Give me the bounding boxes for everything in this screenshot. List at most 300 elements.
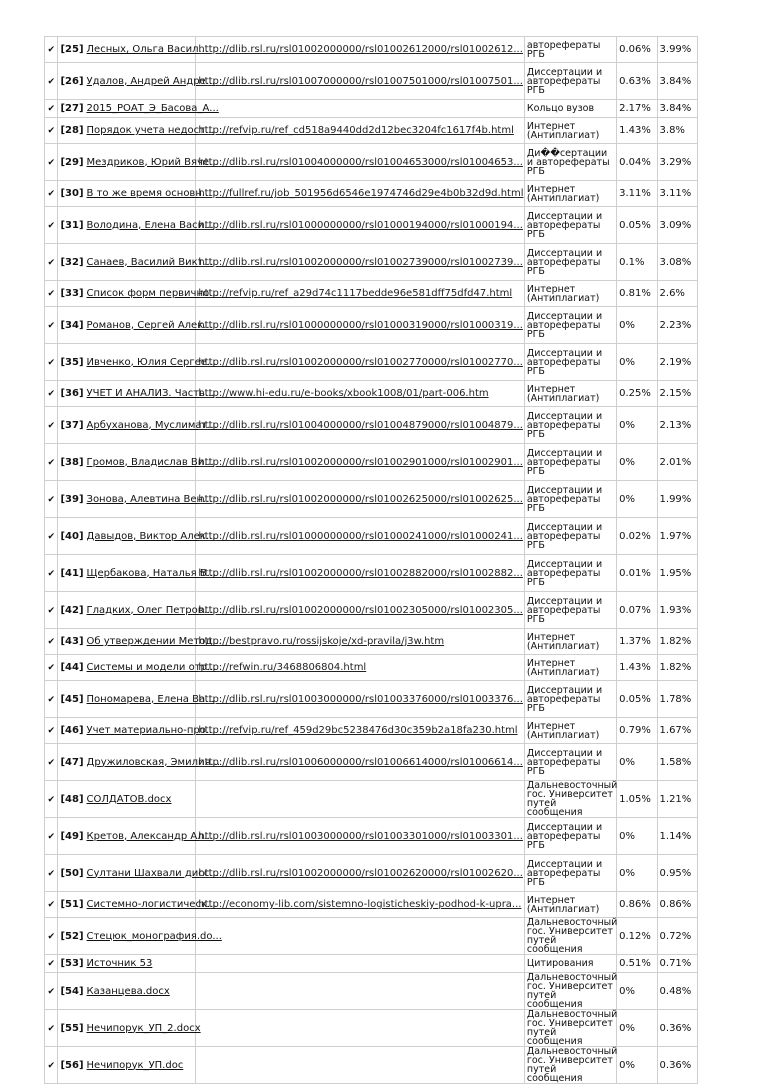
- source-type-cell: Диссертации и авторефераты РГБ: [524, 444, 616, 481]
- similarity-percent: 0.86%: [657, 892, 697, 918]
- source-name-cell: [58, 555, 217, 592]
- table-row: [45, 555, 698, 592]
- table-row: [45, 855, 698, 892]
- source-name-cell: [58, 855, 219, 892]
- source-url-cell: [196, 444, 525, 481]
- share-percent: 0.01%: [617, 555, 657, 592]
- checkmark-icon[interactable]: ✔: [47, 420, 55, 431]
- similarity-percent: 0.36%: [657, 1010, 697, 1047]
- checkmark-icon[interactable]: ✔: [47, 494, 55, 505]
- source-url-cell: [196, 207, 525, 244]
- share-percent: 0%: [617, 818, 657, 855]
- source-type-cell: Диссертации и авторефераты РГБ: [524, 744, 616, 781]
- checkmark-icon[interactable]: ✔: [47, 568, 55, 579]
- source-type-cell: Диссертации и авторефераты РГБ: [524, 855, 616, 892]
- row-check-cell[interactable]: [45, 281, 58, 307]
- source-name-link[interactable]: Кретов, Александр Ал...: [86, 830, 214, 842]
- source-url-link[interactable]: http://refvip.ru/ref_a29d74c1117bedde96e581dff75dfd47.html: [198, 288, 513, 299]
- source-url-link[interactable]: http://dlib.rsl.ru/rsl01003000000/rsl01003301000/rsl01003301...: [198, 830, 523, 842]
- source-number: [37]: [60, 419, 84, 431]
- source-name-cell: [58, 518, 216, 555]
- source-name-link[interactable]: Стецюк_монография.do...: [86, 930, 222, 942]
- row-check-cell[interactable]: [45, 100, 58, 118]
- similarity-percent: 3.8%: [657, 118, 697, 144]
- table-row: [45, 655, 698, 681]
- source-name-link[interactable]: Громов, Владислав Ви...: [86, 456, 214, 468]
- source-url-link[interactable]: http://dlib.rsl.ru/rsl01002000000/rsl01002770000/rsl01002770...: [198, 356, 523, 368]
- source-url-link[interactable]: http://dlib.rsl.ru/rsl01003000000/rsl01003376000/rsl01003376...: [198, 693, 523, 705]
- similarity-percent: 3.09%: [657, 207, 697, 244]
- source-type-cell: авторефераты РГБ: [524, 37, 616, 63]
- source-url-link[interactable]: http://www.hi-edu.ru/e-books/xbook1008/01/part-006.htm: [198, 388, 489, 399]
- row-check-cell[interactable]: [45, 655, 58, 681]
- table-row: [45, 481, 698, 518]
- row-check-cell[interactable]: [45, 973, 58, 1010]
- checkmark-icon[interactable]: ✔: [47, 457, 55, 468]
- source-type-cell: Диссертации и авторефераты РГБ: [524, 518, 616, 555]
- source-url-cell: [196, 973, 525, 1010]
- source-url-link[interactable]: http://dlib.rsl.ru/rsl01002000000/rsl01002625000/rsl01002625...: [198, 493, 523, 505]
- source-url-link[interactable]: http://dlib.rsl.ru/rsl01004000000/rsl01004879000/rsl01004879...: [198, 419, 523, 431]
- source-type-cell: Дальневосточный гос. Университет путей сообщения: [524, 918, 616, 955]
- similarity-percent: 3.84%: [657, 63, 697, 100]
- source-name-link[interactable]: В то же время основн...: [86, 188, 212, 199]
- source-number: [45]: [60, 693, 84, 705]
- source-type-cell: Диссертации и авторефераты РГБ: [524, 207, 616, 244]
- checkmark-icon[interactable]: ✔: [47, 157, 55, 168]
- share-percent: 0.79%: [617, 718, 657, 744]
- source-url-link[interactable]: http://refwin.ru/3468806804.html: [198, 662, 367, 673]
- checkmark-icon[interactable]: ✔: [47, 931, 55, 942]
- row-check-cell[interactable]: [45, 681, 58, 718]
- source-url-link[interactable]: http://dlib.rsl.ru/rsl01002000000/rsl01002739000/rsl01002739...: [198, 256, 523, 268]
- source-type-cell: Дальневосточный гос. Университет путей сообщения: [524, 973, 616, 1010]
- checkmark-icon[interactable]: ✔: [47, 320, 55, 331]
- table-row: [45, 681, 698, 718]
- similarity-percent: 1.99%: [657, 481, 697, 518]
- similarity-percent: 1.14%: [657, 818, 697, 855]
- source-type-cell: Интернет (Антиплагиат): [524, 381, 616, 407]
- checkmark-icon[interactable]: ✔: [47, 868, 55, 879]
- checkmark-icon[interactable]: ✔: [47, 831, 55, 842]
- similarity-percent: 1.58%: [657, 744, 697, 781]
- table-row: [45, 781, 698, 818]
- row-check-cell[interactable]: [45, 407, 58, 444]
- share-percent: 0.63%: [617, 63, 657, 100]
- source-url-link[interactable]: http://dlib.rsl.ru/rsl01007000000/rsl01007501000/rsl01007501...: [198, 75, 523, 87]
- source-number: [32]: [60, 256, 84, 268]
- row-check-cell[interactable]: [45, 37, 58, 63]
- similarity-percent: 0.71%: [657, 955, 697, 973]
- source-name-link[interactable]: Зонова, Алевтина Вен...: [86, 493, 213, 505]
- share-percent: 0.06%: [617, 37, 657, 63]
- row-check-cell[interactable]: [45, 481, 58, 518]
- checkmark-icon[interactable]: ✔: [47, 220, 55, 231]
- source-number: [39]: [60, 493, 84, 505]
- source-type-cell: Интернет (Антиплагиат): [524, 629, 616, 655]
- table-row: [45, 37, 698, 63]
- source-type-cell: Диссертации и авторефераты РГБ: [524, 63, 616, 100]
- source-type-cell: Диссертации и авторефераты РГБ: [524, 481, 616, 518]
- table-row: [45, 207, 698, 244]
- source-url-link[interactable]: http://dlib.rsl.ru/rsl01002000000/rsl01002882000/rsl01002882...: [198, 567, 523, 579]
- share-percent: 0%: [617, 855, 657, 892]
- source-name-cell: [58, 781, 196, 818]
- source-url-cell: [196, 818, 525, 855]
- source-type-cell: Интернет (Антиплагиат): [524, 281, 616, 307]
- row-check-cell[interactable]: [45, 344, 58, 381]
- source-type-cell: Диссертации и авторефераты РГБ: [524, 344, 616, 381]
- source-name-link[interactable]: Мездриков, Юрий Вяче...: [86, 156, 219, 168]
- row-check-cell[interactable]: [45, 781, 58, 818]
- source-name-cell: [58, 181, 212, 207]
- similarity-percent: 1.82%: [657, 629, 697, 655]
- share-percent: 0.86%: [617, 892, 657, 918]
- share-percent: 0%: [617, 744, 657, 781]
- checkmark-icon[interactable]: ✔: [47, 76, 55, 87]
- source-url-link[interactable]: http://dlib.rsl.ru/rsl01000000000/rsl01000194000/rsl01000194...: [198, 219, 523, 231]
- row-check-cell[interactable]: [45, 181, 58, 207]
- checkmark-icon[interactable]: ✔: [47, 694, 55, 705]
- source-number: [34]: [60, 319, 84, 331]
- source-url-link[interactable]: http://dlib.rsl.ru/rsl01000000000/rsl01000319000/rsl01000319...: [198, 319, 523, 331]
- source-url-cell: [196, 144, 525, 181]
- checkmark-icon[interactable]: ✔: [47, 1060, 55, 1071]
- source-name-cell: [58, 1010, 201, 1047]
- checkmark-icon[interactable]: ✔: [47, 257, 55, 268]
- similarity-percent: 3.29%: [657, 144, 697, 181]
- row-check-cell[interactable]: [45, 818, 58, 855]
- source-name-cell: [58, 481, 213, 518]
- row-check-cell[interactable]: [45, 892, 58, 918]
- source-number: [54]: [60, 985, 84, 997]
- source-type-cell: Дальневосточный гос. Университет путей сообщения: [524, 1010, 616, 1047]
- checkmark-icon[interactable]: ✔: [47, 389, 55, 399]
- row-check-cell[interactable]: [45, 307, 58, 344]
- source-type-cell: Диссертации и авторефераты РГБ: [524, 592, 616, 629]
- source-type-cell: Интернет (Антиплагиат): [524, 718, 616, 744]
- source-url-cell: [196, 955, 525, 973]
- row-check-cell[interactable]: [45, 718, 58, 744]
- source-name-cell: [58, 307, 213, 344]
- source-name-link[interactable]: Гладких, Олег Петров...: [86, 604, 214, 616]
- source-type-cell: Ди��сертации и авторефераты РГБ: [524, 144, 616, 181]
- table-row: [45, 973, 698, 1010]
- source-url-cell: [196, 344, 525, 381]
- source-url-link[interactable]: http://bestpravo.ru/rossijskoje/xd-pravila/j3w.htm: [198, 636, 445, 647]
- source-name-link[interactable]: Источник 53: [86, 958, 153, 969]
- source-name-link[interactable]: Учет материально-про...: [86, 725, 216, 736]
- checkmark-icon[interactable]: ✔: [47, 605, 55, 616]
- similarity-percent: 1.67%: [657, 718, 697, 744]
- table-row: [45, 1047, 698, 1084]
- row-check-cell[interactable]: [45, 444, 58, 481]
- row-check-cell[interactable]: [45, 918, 58, 955]
- table-row: [45, 63, 698, 100]
- source-name-cell: [58, 629, 222, 655]
- source-url-cell: [196, 892, 525, 918]
- source-name-link[interactable]: Давыдов, Виктор Алек...: [86, 530, 216, 542]
- share-percent: 0%: [617, 1047, 657, 1084]
- checkmark-icon[interactable]: ✔: [47, 726, 55, 736]
- source-url-cell: [196, 1010, 525, 1047]
- source-type-cell: Интернет (Антиплагиат): [524, 118, 616, 144]
- source-number: [26]: [60, 75, 84, 87]
- checkmark-icon[interactable]: ✔: [47, 289, 55, 299]
- checkmark-icon[interactable]: ✔: [47, 531, 55, 542]
- source-url-cell: [196, 681, 525, 718]
- similarity-percent: 1.21%: [657, 781, 697, 818]
- source-type-cell: Диссертации и авторефераты РГБ: [524, 555, 616, 592]
- source-number: [51]: [60, 899, 84, 910]
- source-type-cell: Диссертации и авторефераты РГБ: [524, 681, 616, 718]
- row-check-cell[interactable]: [45, 1010, 58, 1047]
- source-name-link[interactable]: СОЛДАТОВ.docx: [86, 793, 172, 805]
- table-row: [45, 244, 698, 281]
- source-name-cell: [58, 118, 215, 144]
- row-check-cell[interactable]: [45, 518, 58, 555]
- source-url-link[interactable]: http://dlib.rsl.ru/rsl01004000000/rsl01004653000/rsl01004653...: [198, 156, 523, 168]
- source-name-cell: [58, 407, 217, 444]
- checkmark-icon[interactable]: ✔: [47, 794, 55, 805]
- source-url-link[interactable]: http://refvip.ru/ref_459d29bc5238476d30c359b2a18fa230.html: [198, 725, 518, 736]
- share-percent: 0%: [617, 407, 657, 444]
- source-type-cell: Диссертации и авторефераты РГБ: [524, 307, 616, 344]
- source-url-link[interactable]: http://refvip.ru/ref_cd518a9440dd2d12bec3204fc1617f4b.html: [198, 125, 514, 136]
- checkmark-icon[interactable]: ✔: [47, 986, 55, 997]
- share-percent: 1.05%: [617, 781, 657, 818]
- row-check-cell[interactable]: [45, 144, 58, 181]
- source-url-link[interactable]: http://fullref.ru/job_501956d6546e1974746d29e4b0b32d9d.html: [198, 188, 524, 199]
- source-name-link[interactable]: Пономарева, Елена Ва...: [86, 693, 215, 705]
- row-check-cell[interactable]: [45, 1047, 58, 1084]
- source-name-cell: [58, 37, 209, 63]
- checkmark-icon[interactable]: ✔: [47, 637, 55, 647]
- source-name-cell: [58, 344, 217, 381]
- share-percent: 0.07%: [617, 592, 657, 629]
- share-percent: 0.05%: [617, 681, 657, 718]
- source-number: [50]: [60, 867, 84, 879]
- source-name-link[interactable]: Арбуханова, Муслимат...: [86, 419, 217, 431]
- row-check-cell[interactable]: [45, 207, 58, 244]
- source-url-cell: [196, 555, 525, 592]
- source-name-cell: [58, 955, 196, 973]
- source-name-cell: [58, 655, 217, 681]
- row-check-cell[interactable]: [45, 744, 58, 781]
- source-url-link[interactable]: http://dlib.rsl.ru/rsl01002000000/rsl01002901000/rsl01002901...: [198, 456, 523, 468]
- checkmark-icon[interactable]: ✔: [47, 126, 55, 136]
- source-number: [35]: [60, 356, 84, 368]
- source-name-cell: [58, 744, 221, 781]
- source-url-link[interactable]: http://economy-lib.com/sistemno-logisticheskiy-podhod-k-upra...: [198, 899, 522, 910]
- table-row: [45, 629, 698, 655]
- similarity-percent: 3.08%: [657, 244, 697, 281]
- source-type-cell: Диссертации и авторефераты РГБ: [524, 244, 616, 281]
- similarity-percent: 0.48%: [657, 973, 697, 1010]
- source-number: [27]: [60, 103, 84, 114]
- source-name-cell: [58, 918, 222, 955]
- checkmark-icon[interactable]: ✔: [47, 189, 55, 199]
- source-type-cell: Цитирования: [524, 955, 616, 973]
- source-name-cell: [58, 281, 219, 307]
- share-percent: 0.81%: [617, 281, 657, 307]
- checkmark-icon[interactable]: ✔: [47, 1023, 55, 1034]
- table-row: [45, 518, 698, 555]
- similarity-percent: 1.95%: [657, 555, 697, 592]
- source-url-cell: [196, 181, 525, 207]
- table-row: [45, 381, 698, 407]
- source-number: [30]: [60, 188, 84, 199]
- similarity-percent: 1.93%: [657, 592, 697, 629]
- row-check-cell[interactable]: [45, 855, 58, 892]
- source-name-link[interactable]: Казанцева.docx: [86, 985, 170, 997]
- row-check-cell[interactable]: [45, 592, 58, 629]
- row-check-cell[interactable]: [45, 955, 58, 973]
- source-name-cell: [58, 681, 215, 718]
- checkmark-icon[interactable]: ✔: [47, 357, 55, 368]
- source-name-link[interactable]: Системно-логистическ...: [86, 899, 217, 910]
- row-check-cell[interactable]: [45, 63, 58, 100]
- checkmark-icon[interactable]: ✔: [47, 663, 55, 673]
- similarity-percent: 2.19%: [657, 344, 697, 381]
- source-name-link[interactable]: Султани Шахвали дисс...: [86, 867, 219, 879]
- source-number: [40]: [60, 530, 84, 542]
- source-number: [31]: [60, 219, 84, 231]
- source-url-link[interactable]: http://dlib.rsl.ru/rsl01002000000/rsl01002612000/rsl01002612...: [198, 44, 523, 55]
- source-name-cell: [58, 818, 214, 855]
- source-number: [43]: [60, 636, 84, 647]
- source-name-cell: [58, 1047, 196, 1084]
- source-name-link[interactable]: 2015_РОАТ_Э_Басова_А...: [86, 103, 219, 114]
- source-number: [25]: [60, 44, 84, 55]
- source-type-cell: Дальневосточный гос. Университет путей сообщения: [524, 781, 616, 818]
- source-url-cell: [196, 744, 525, 781]
- source-name-link[interactable]: Санаев, Василий Викт...: [86, 256, 214, 268]
- source-name-cell: [58, 207, 214, 244]
- row-check-cell[interactable]: [45, 244, 58, 281]
- source-url-cell: [196, 281, 525, 307]
- source-url-link[interactable]: http://dlib.rsl.ru/rsl01002000000/rsl01002620000/rsl01002620...: [198, 867, 523, 879]
- similarity-percent: 3.84%: [657, 100, 697, 118]
- sources-table: [44, 36, 698, 1084]
- row-check-cell[interactable]: [45, 629, 58, 655]
- source-name-link[interactable]: Список форм первично...: [86, 288, 219, 299]
- source-name-cell: [58, 592, 214, 629]
- source-type-cell: Диссертации и авторефераты РГБ: [524, 407, 616, 444]
- source-name-link[interactable]: Об утверждении Метод...: [86, 636, 222, 647]
- similarity-percent: 1.97%: [657, 518, 697, 555]
- share-percent: 0.12%: [617, 918, 657, 955]
- checkmark-icon[interactable]: ✔: [47, 757, 55, 768]
- source-name-link[interactable]: Порядок учета недост...: [86, 125, 215, 136]
- source-url-cell: [196, 407, 525, 444]
- share-percent: 0%: [617, 307, 657, 344]
- similarity-percent: 2.23%: [657, 307, 697, 344]
- table-row: [45, 744, 698, 781]
- table-row: [45, 718, 698, 744]
- table-row: [45, 118, 698, 144]
- source-url-link[interactable]: http://dlib.rsl.ru/rsl01006000000/rsl01006614000/rsl01006614...: [198, 756, 523, 768]
- source-url-link[interactable]: http://dlib.rsl.ru/rsl01000000000/rsl01000241000/rsl01000241...: [198, 530, 523, 542]
- source-url-cell: [196, 655, 525, 681]
- source-name-link[interactable]: Романов, Сергей Алек...: [86, 319, 213, 331]
- share-percent: 3.11%: [617, 181, 657, 207]
- source-name-link[interactable]: Нечипорук_УП_2.docx: [86, 1022, 201, 1034]
- share-percent: 0.04%: [617, 144, 657, 181]
- row-check-cell[interactable]: [45, 118, 58, 144]
- source-url-link[interactable]: http://dlib.rsl.ru/rsl01002000000/rsl01002305000/rsl01002305...: [198, 604, 523, 616]
- source-name-link[interactable]: Удалов, Андрей Андре...: [86, 75, 216, 87]
- checkmark-icon[interactable]: ✔: [47, 959, 55, 969]
- table-row: [45, 181, 698, 207]
- share-percent: 0%: [617, 973, 657, 1010]
- source-url-cell: [196, 37, 525, 63]
- similarity-percent: 1.82%: [657, 655, 697, 681]
- table-row: [45, 344, 698, 381]
- source-number: [36]: [60, 388, 84, 399]
- source-number: [41]: [60, 567, 84, 579]
- share-percent: 0.02%: [617, 518, 657, 555]
- source-url-cell: [196, 100, 525, 118]
- source-number: [29]: [60, 156, 84, 168]
- source-name-link[interactable]: Володина, Елена Васи...: [86, 219, 214, 231]
- source-name-cell: [58, 444, 214, 481]
- source-url-cell: [196, 918, 525, 955]
- source-name-cell: [58, 100, 219, 118]
- source-url-cell: [196, 629, 525, 655]
- table-row: [45, 955, 698, 973]
- source-name-link[interactable]: Нечипорук_УП.doc: [86, 1059, 184, 1071]
- source-url-cell: [196, 718, 525, 744]
- source-name-cell: [58, 892, 217, 918]
- source-url-cell: [196, 381, 525, 407]
- source-name-link[interactable]: Системы и модели отр...: [86, 662, 217, 673]
- source-name-cell: [58, 973, 196, 1010]
- source-type-cell: Интернет (Антиплагиат): [524, 655, 616, 681]
- source-number: [28]: [60, 125, 84, 136]
- row-check-cell[interactable]: [45, 381, 58, 407]
- share-percent: 0.1%: [617, 244, 657, 281]
- share-percent: 0%: [617, 481, 657, 518]
- similarity-percent: 3.11%: [657, 181, 697, 207]
- checkmark-icon[interactable]: ✔: [47, 104, 55, 114]
- source-name-link[interactable]: Дружиловская, Эмилия...: [86, 756, 221, 768]
- source-type-cell: Диссертации и авторефераты РГБ: [524, 818, 616, 855]
- source-name-link[interactable]: Ивченко, Юлия Сергее...: [86, 356, 217, 368]
- checkmark-icon[interactable]: ✔: [47, 45, 55, 55]
- source-name-cell: [58, 144, 219, 181]
- source-name-link[interactable]: Лесных, Ольга Васил...: [86, 44, 209, 55]
- source-name-cell: [58, 63, 216, 100]
- source-type-cell: Интернет (Антиплагиат): [524, 892, 616, 918]
- share-percent: 1.43%: [617, 118, 657, 144]
- table-row: [45, 592, 698, 629]
- source-number: [42]: [60, 604, 84, 616]
- source-number: [33]: [60, 288, 84, 299]
- checkmark-icon[interactable]: ✔: [47, 900, 55, 910]
- source-name-cell: [58, 718, 216, 744]
- row-check-cell[interactable]: [45, 555, 58, 592]
- source-url-cell: [196, 118, 525, 144]
- source-url-cell: [196, 781, 525, 818]
- source-number: [55]: [60, 1022, 84, 1034]
- source-type-cell: Интернет (Антиплагиат): [524, 181, 616, 207]
- source-name-link[interactable]: Щербакова, Наталья В...: [86, 567, 217, 579]
- source-number: [48]: [60, 793, 84, 805]
- share-percent: 0.51%: [617, 955, 657, 973]
- source-number: [49]: [60, 830, 84, 842]
- source-name-link[interactable]: УЧЕТ И АНАЛИЗ. Часть...: [86, 388, 215, 399]
